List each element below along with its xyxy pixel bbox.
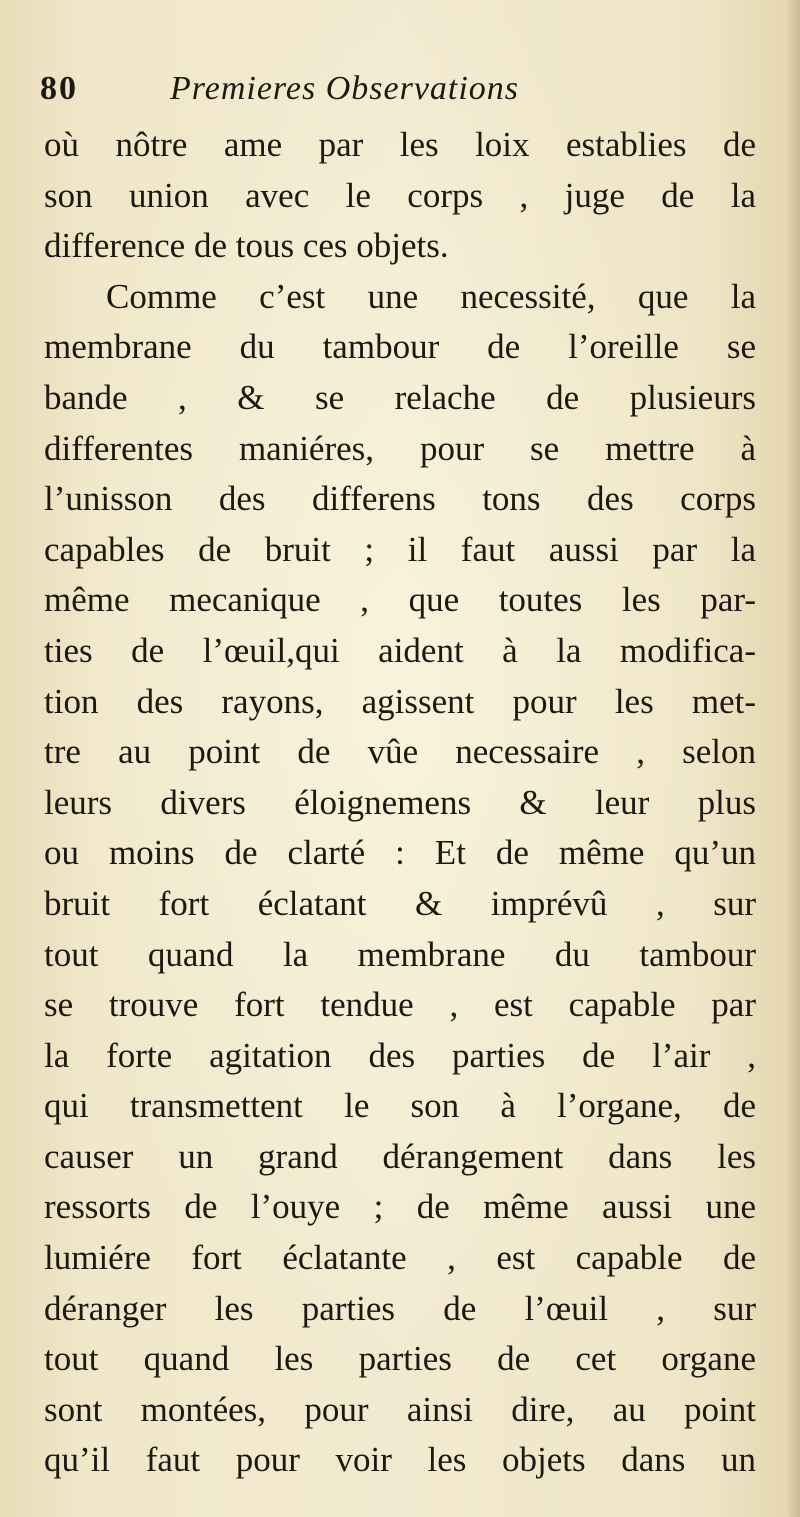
text-line: sont montées, pour ainsi dire, au point (44, 1389, 756, 1429)
page-edge-shadow (786, 0, 800, 1517)
text-line: la forte agitation des parties de l’air , (44, 1035, 756, 1075)
text-line: differentes maniéres, pour se mettre à (44, 428, 756, 468)
text-line: bruit fort éclatant & imprévû , sur (44, 883, 756, 923)
text-line: qu’il faut pour voir les objets dans un (44, 1440, 756, 1480)
text-line: l’unisson des differens tons des corps (44, 479, 756, 519)
paragraph-first-line: Comme c’est une necessité, que la (106, 276, 756, 316)
text-line: capables de bruit ; il faut aussi par la (44, 529, 756, 569)
text-line: déranger les parties de l’œuil , sur (44, 1288, 756, 1328)
text-line: tre au point de vûe necessaire , selon (44, 732, 756, 772)
text-line: ou moins de clarté : Et de même qu’un (44, 833, 756, 873)
text-line: qui transmettent le son à l’organe, de (44, 1086, 756, 1126)
page-header (40, 64, 760, 114)
text-line: ties de l’œuil,qui aident à la modifica- (44, 630, 756, 670)
text-line: tion des rayons, agissent pour les met- (44, 681, 756, 721)
text-line: ressorts de l’ouye ; de même aussi une (44, 1187, 756, 1227)
text-line: où nôtre ame par les loix establies de (44, 125, 756, 164)
text-line: bande , & se relache de plusieurs (44, 377, 756, 417)
text-line: tout quand la membrane du tambour (44, 934, 756, 974)
text-line: leurs divers éloignemens & leur plus (44, 782, 756, 822)
text-line: tout quand les parties de cet organe (44, 1339, 756, 1379)
text-line: son union avec le corps , juge de la (44, 175, 756, 215)
body-text (44, 120, 756, 1486)
running-title: Premieres Observations (170, 70, 520, 107)
text-line: causer un grand dérangement dans les (44, 1136, 756, 1176)
page-number: 80 (40, 70, 78, 107)
text-line: lumiére fort éclatante , est capable de (44, 1238, 756, 1278)
text-line: se trouve fort tendue , est capable par (44, 985, 756, 1025)
text-line: membrane du tambour de l’oreille se (44, 327, 756, 367)
text-line: même mecanique , que toutes les par- (44, 580, 756, 620)
text-line: difference de tous ces objets. (44, 226, 449, 266)
